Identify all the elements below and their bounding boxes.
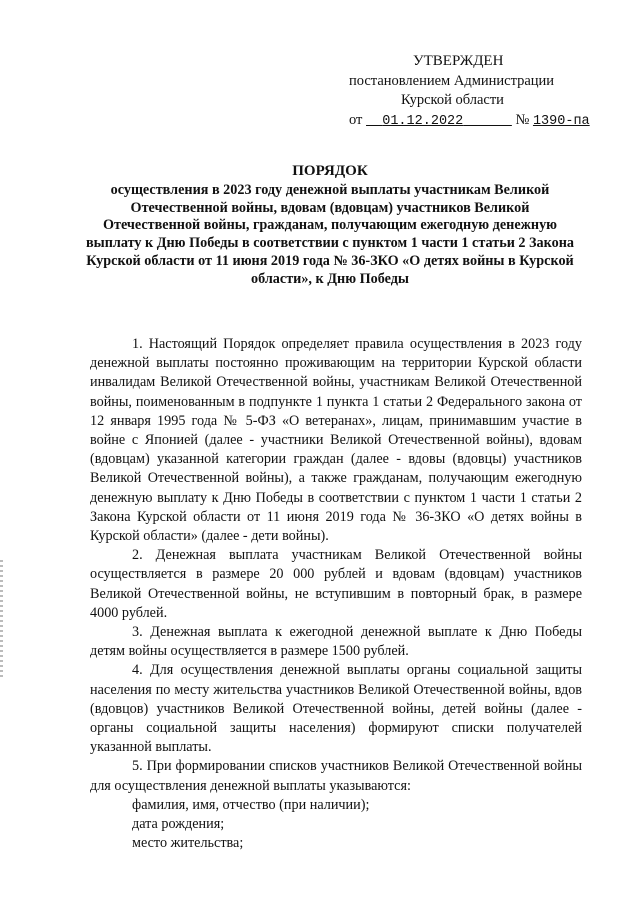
date-prefix: от <box>349 111 363 128</box>
paragraph-5: 5. При формировании списков участников Великой Отечественной войны для осуществления денежной выплаты указываются: <box>90 758 582 794</box>
list-item: дата рождения; <box>132 816 225 833</box>
approval-number: 1390-па <box>532 113 590 129</box>
approval-title: УТВЕРЖДЕН <box>413 53 504 69</box>
paragraph-2: 2. Денежная выплата участникам Великой Отечественной войны осуществляется в размере 20 000 рублей и вдовам (вдовцам) участников Великой Отечественной войны, не вступившим в повторный брак, в размере 4000 рублей. <box>90 547 582 621</box>
approval-date: 01.12.2022 <box>382 113 464 129</box>
document-title <box>82 163 578 289</box>
list-item: место жительства; <box>132 835 244 852</box>
approval-stamp <box>349 52 609 131</box>
approval-authority: постановлением Администрации <box>349 72 555 89</box>
title-subtitle: осуществления в 2023 году денежной выплаты участникам Великой Отечественной войны, вдовам (вдовцам) участников Великой Отечественной войны, гражданам, получающим ежегодную денежную выплату к Дню Победы в соответствии с пунктом 1 части 1 статьи 2 Закона Курской области от 11 июня 2019 года № 36-ЗКО «О детях войны в Курской области», к Дню Победы <box>86 181 574 287</box>
scan-edge-mark <box>0 560 3 680</box>
title-head: ПОРЯДОК <box>292 163 368 179</box>
list-item: фамилия, имя, отчество (при наличии); <box>132 796 370 813</box>
approval-region: Курской области <box>401 92 504 108</box>
paragraph-1: 1. Настоящий Порядок определяет правила осуществления в 2023 году денежной выплаты постоянно проживающим на территории Курской области инвалидам Великой Отечественной войны, участникам Великой Отечественной войны, поименованным в подпункте 1 пункта 1 статьи 2 Федерального закона от 12 января 1995 года № 5-ФЗ «О ветеранах», лицам, принимавшим участие в войне с Японией (далее - участники Великой Отечественной войны), вдовам (вдовцам) указанной категории граждан (далее - вдовы (вдовцы) участников Великой Отечественной войны), а также гражданам, получающим ежегодную денежную выплату к Дню Победы в соответствии с пунктом 1 части 1 статьи 2 Закона Курской области от 11 июня 2019 года № 36-ЗКО «О детях войны в Курской области» (далее - дети войны). <box>90 336 582 545</box>
approval-date-line <box>349 111 609 132</box>
document-body <box>90 335 582 853</box>
paragraph-4: 4. Для осуществления денежной выплаты органы социальной защиты населения по месту жительства участников Великой Отечественной войны, вдов (вдовцов) участников Великой Отечественной войны, детей войны (далее - органы социальной защиты населения) формируют списки получателей указанной выплаты. <box>90 662 582 756</box>
paragraph-3: 3. Денежная выплата к ежегодной денежной выплате к Дню Победы детям войны осуществляется в размере 1500 рублей. <box>90 624 582 660</box>
number-prefix: № <box>515 111 530 128</box>
